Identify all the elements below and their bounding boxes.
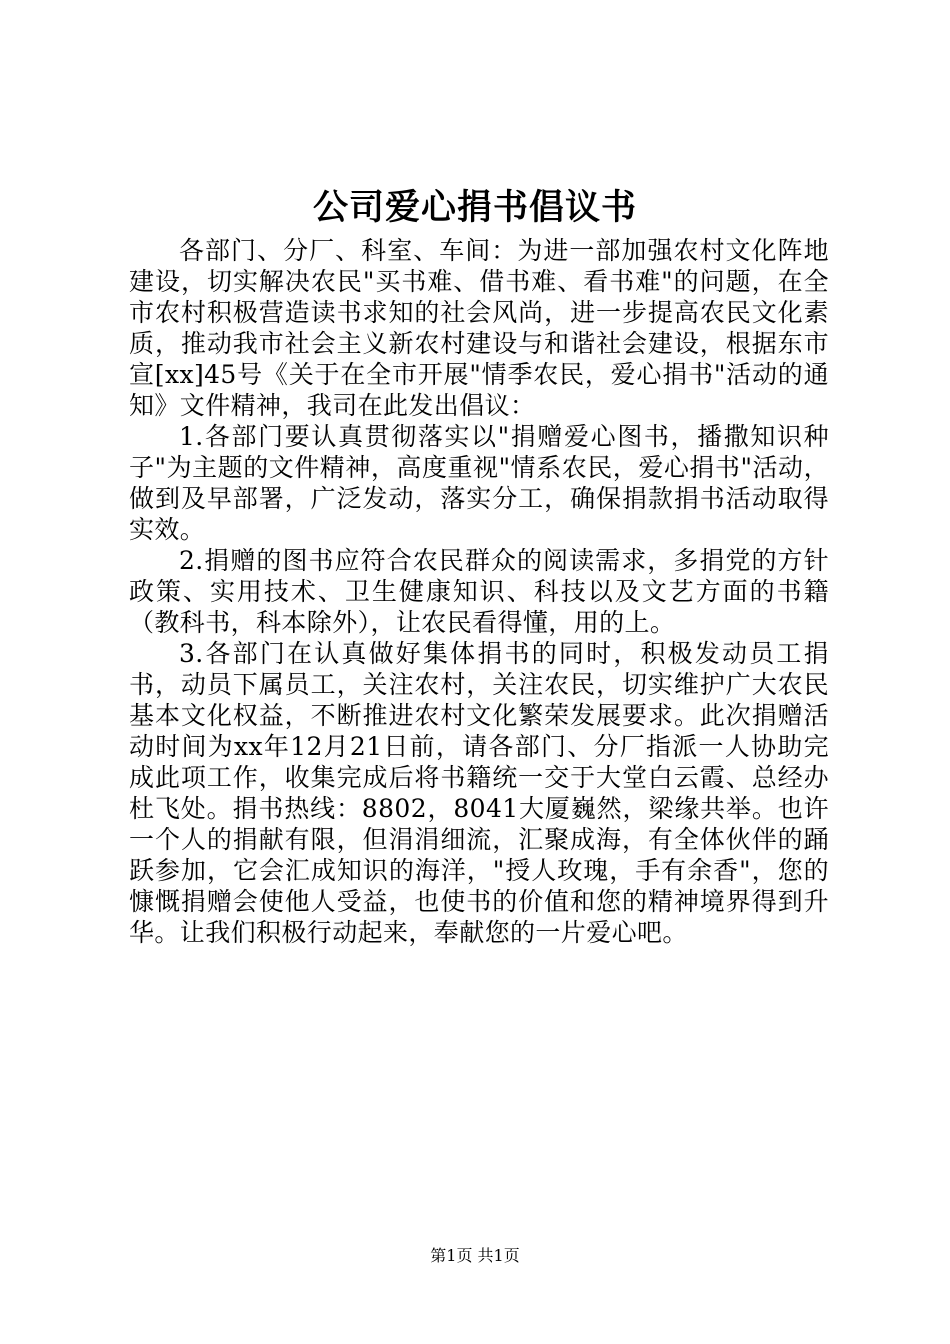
paragraph-item-2: 2.捐赠的图书应符合农民群众的阅读需求，多捐党的方针政策、实用技术、卫生健康知识、科技以及文艺方面的书籍（教科书，科本除外），让农民看得懂，用的上。 xyxy=(129,546,829,637)
document-body xyxy=(129,235,829,948)
page-footer: 第1页 共1页 xyxy=(430,1246,520,1265)
paragraph-item-3: 3.各部门在认真做好集体捐书的同时，积极发动员工捐书，动员下属员工，关注农村，关注农民，切实维护广大农民基本文化权益，不断推进农村文化繁荣发展要求。此次捐赠活动时间为xx年12月21日前，请各部门、分厂指派一人协助完成此项工作，收集完成后将书籍统一交于大堂白云霞、总经办杜飞处。捐书热线：8802，8041大厦巍然，梁缘共举。也许一个人的捐献有限，但涓涓细流，汇聚成海，有全体伙伴的踊跃参加，它会汇成知识的海洋，"授人玫瑰，手有余香"，您的慷慨捐赠会使他人受益，也使书的价值和您的精神境界得到升华。让我们积极行动起来，奉献您的一片爱心吧。 xyxy=(129,639,829,947)
paragraph-item-1: 1.各部门要认真贯彻落实以"捐赠爱心图书，播撒知识种子"为主题的文件精神，高度重视"情系农民，爱心捐书"活动，做到及早部署，广泛发动，落实分工，确保捐款捐书活动取得实效。 xyxy=(129,422,829,544)
document-title: 公司爱心捐书倡议书 xyxy=(312,188,637,228)
paragraph-intro: 各部门、分厂、科室、车间：为进一部加强农村文化阵地建设，切实解决农民"买书难、借书难、看书难"的问题，在全市农村积极营造读书求知的社会风尚，进一步提高农民文化素质，推动我市社会主义新农村建设与和谐社会建设，根据东市宣[xx]45号《关于在全市开展"情季农民，爱心捐书"活动的通知》文件精神，我司在此发出倡议： xyxy=(129,236,829,420)
